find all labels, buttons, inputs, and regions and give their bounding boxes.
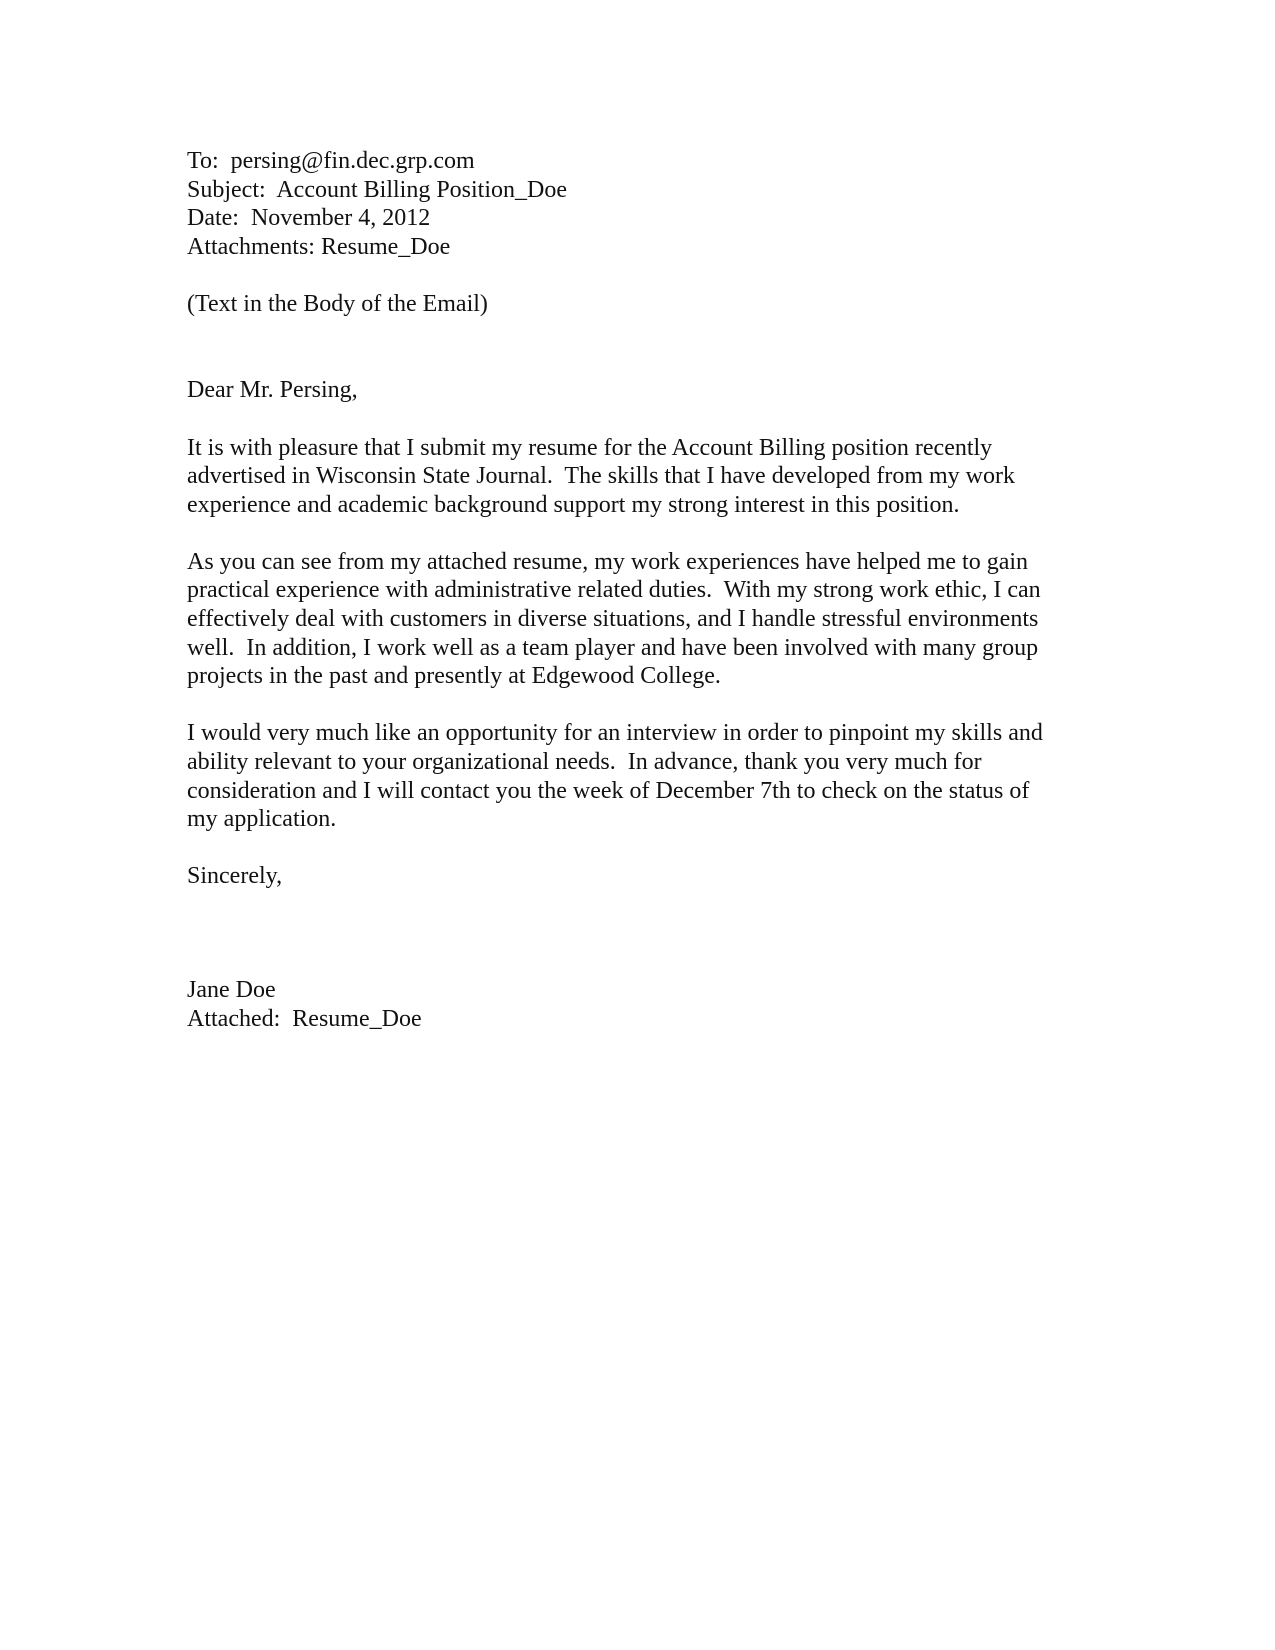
signature-name: Jane Doe xyxy=(187,977,276,1004)
email-letter xyxy=(187,147,1087,1033)
email-header xyxy=(187,147,1087,261)
paragraph-line: ability relevant to your organizational needs. In advance, thank you very much for xyxy=(187,748,982,775)
paragraph-line: practical experience with administrative related duties. With my strong work ethic, I can xyxy=(187,577,1041,604)
paragraph-line: As you can see from my attached resume, my work experiences have helped me to gain xyxy=(187,548,1029,575)
attached-line: Attached: Resume_Doe xyxy=(187,1005,422,1032)
paragraph-line: consideration and I will contact you the week of December 7th to check on the status of xyxy=(187,777,1030,804)
closing xyxy=(187,862,1087,891)
salutation xyxy=(187,376,1087,405)
paragraph-3 xyxy=(187,719,1087,833)
paragraph-line: my application. xyxy=(187,806,337,833)
salutation-text: Dear Mr. Persing, xyxy=(187,377,358,404)
paragraph-line: projects in the past and presently at Edgewood College. xyxy=(187,663,721,690)
paragraph-line: effectively deal with customers in diverse situations, and I handle stressful environments xyxy=(187,606,1039,633)
paragraph-line: well. In addition, I work well as a team player and have been involved with many group xyxy=(187,634,1039,661)
body-note xyxy=(187,290,1087,319)
paragraph-line: advertised in Wisconsin State Journal. The skills that I have developed from my work xyxy=(187,463,1015,490)
closing-text: Sincerely, xyxy=(187,863,283,890)
date-line: Date: November 4, 2012 xyxy=(187,205,431,232)
signature-block xyxy=(187,976,1087,1033)
attachments-line: Attachments: Resume_Doe xyxy=(187,233,451,260)
subject-line: Subject: Account Billing Position_Doe xyxy=(187,176,567,203)
paragraph-line: I would very much like an opportunity for an interview in order to pinpoint my skills and xyxy=(187,720,1043,747)
body-note-text: (Text in the Body of the Email) xyxy=(187,290,488,317)
paragraph-2 xyxy=(187,548,1087,691)
paragraph-1 xyxy=(187,434,1087,520)
paragraph-line: experience and academic background support my strong interest in this position. xyxy=(187,491,960,518)
paragraph-line: It is with pleasure that I submit my resume for the Account Billing position recently xyxy=(187,434,993,461)
to-line: To: persing@fin.dec.grp.com xyxy=(187,148,475,174)
